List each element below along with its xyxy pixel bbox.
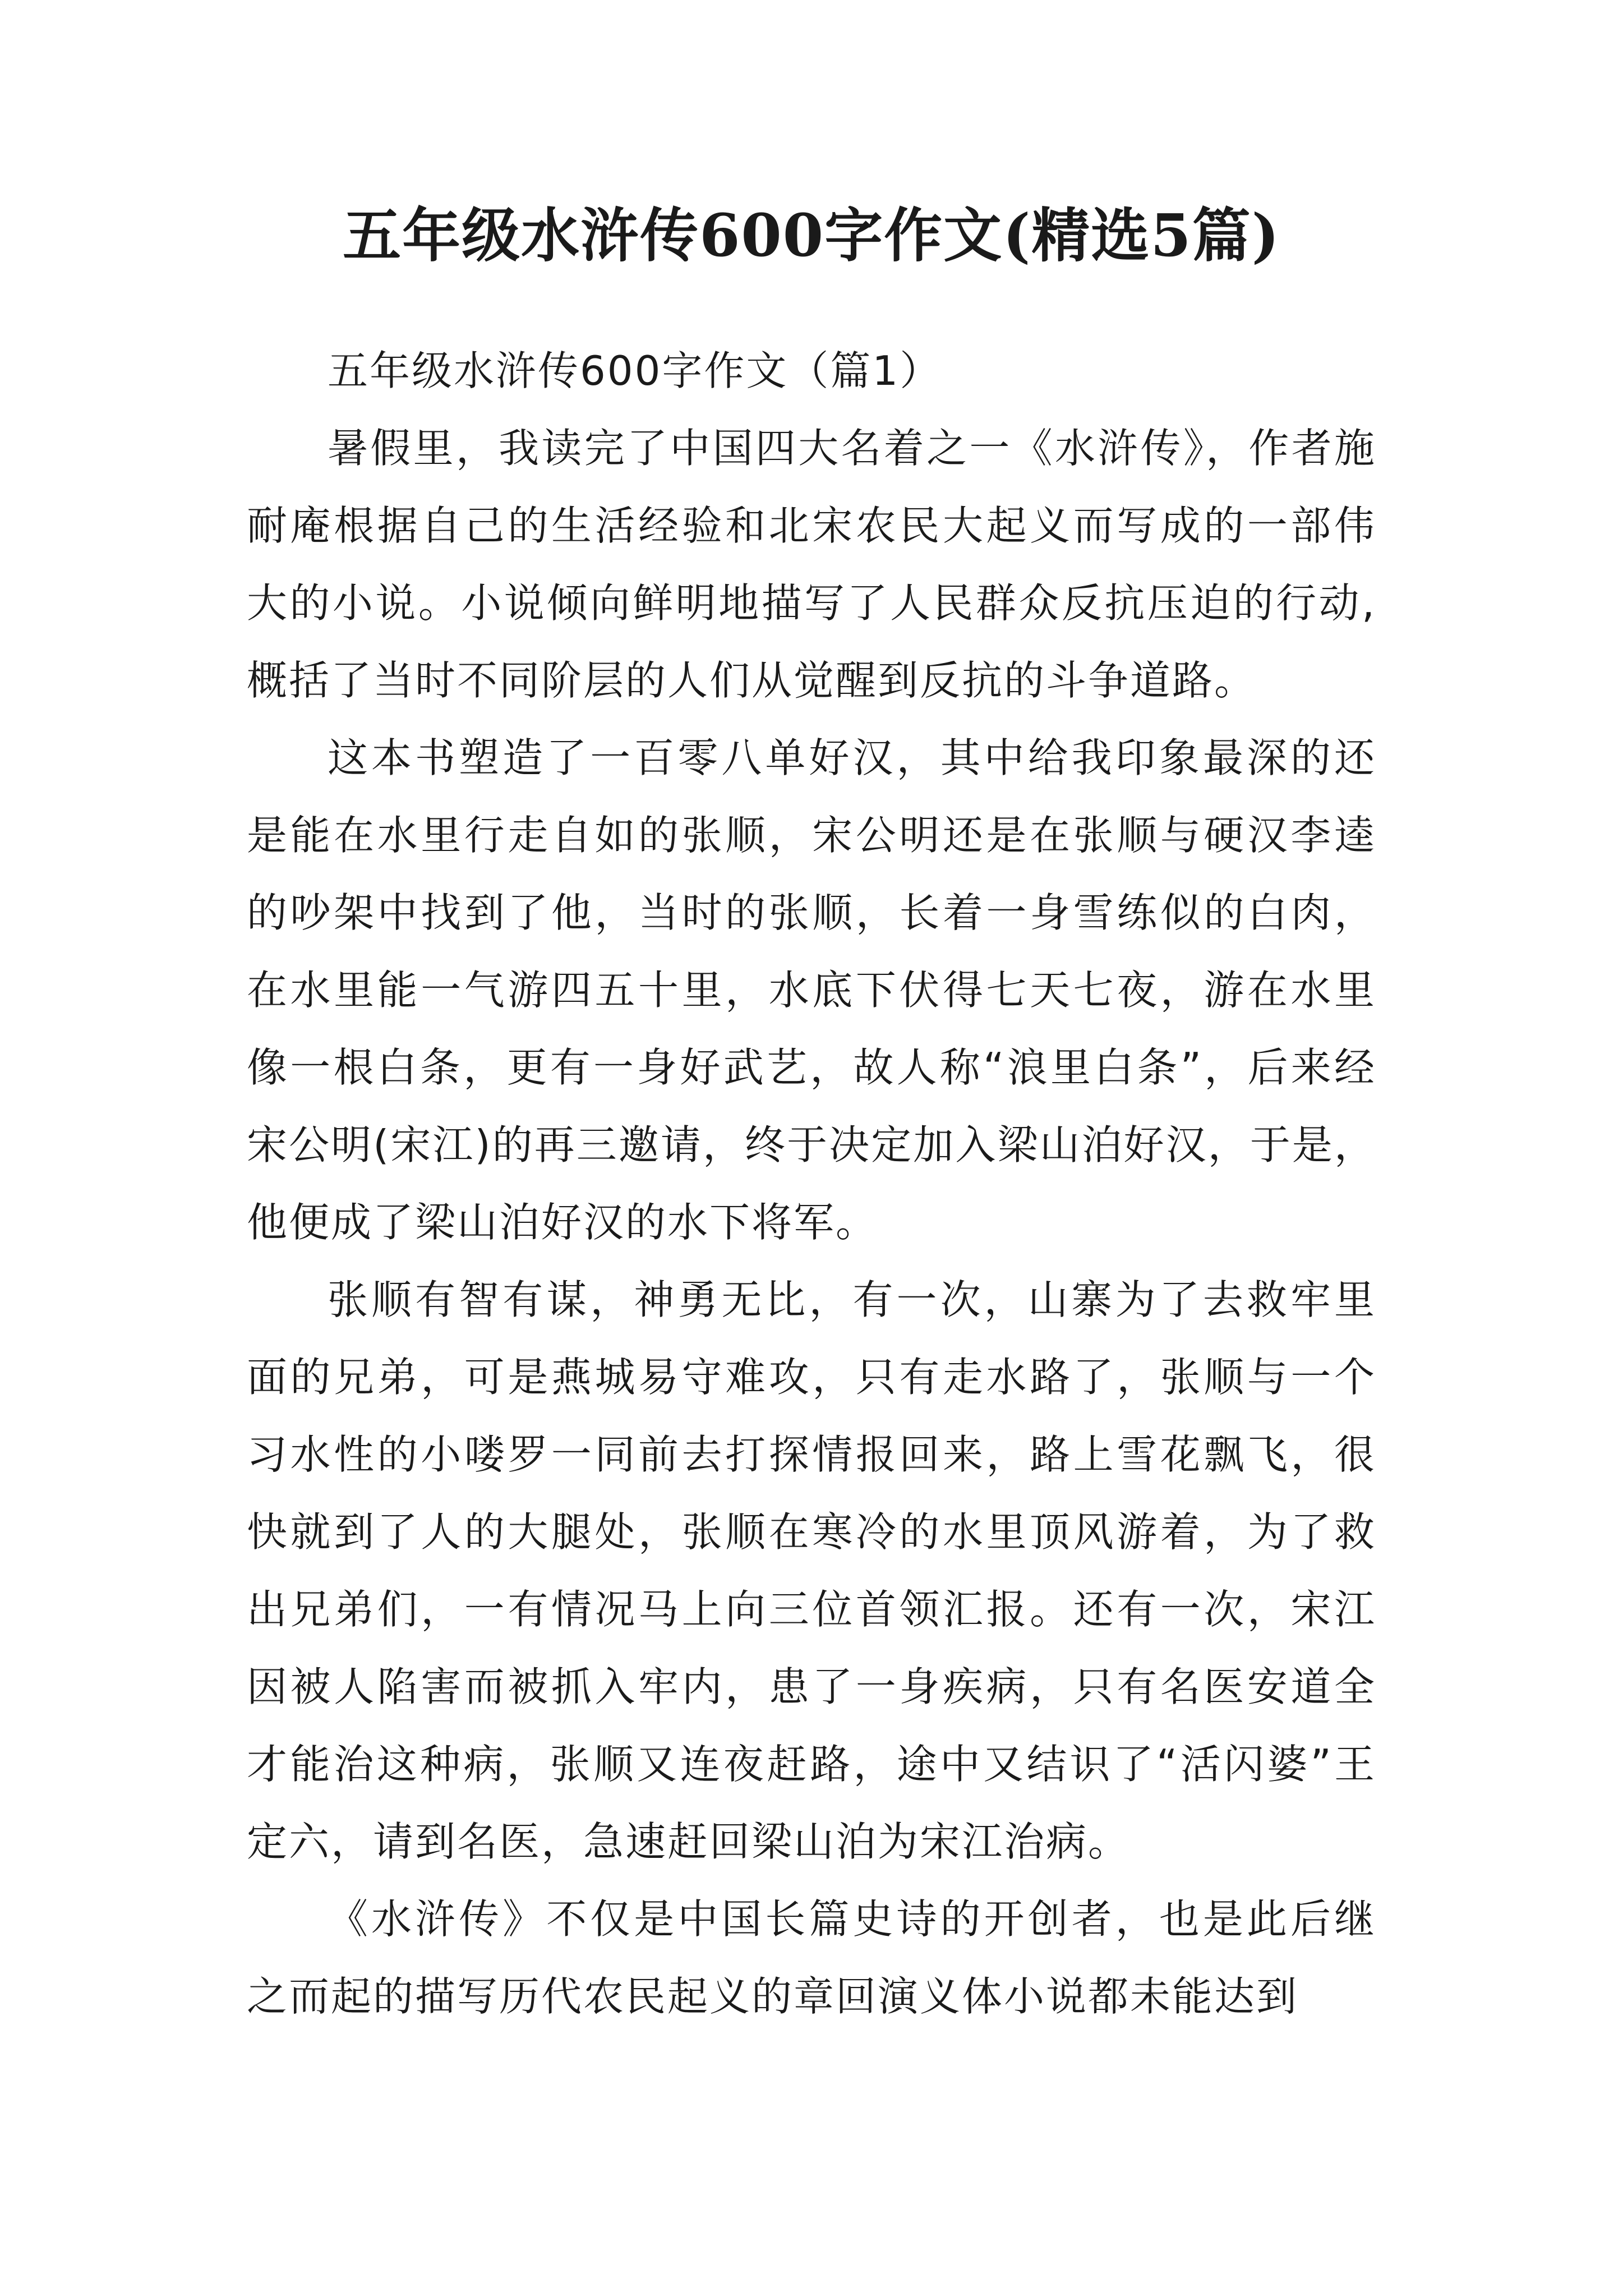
paragraph-2: 这本书塑造了一百零八单好汉，其中给我印象最深的还是能在水里行走自如的张顺，宋公明还是在张顺与硬汉李逵的吵架中找到了他，当时的张顺，长着一身雪练似的白肉，在水里能一气游四五十里，水底下伏得七天七夜，游在水里像一根白条，更有一身好武艺，故人称“浪里白条”，后来经宋公明(宋江)的再三邀请，终于决定加入梁山泊好汉，于是，他便成了梁山泊好汉的水下将军。 (247, 734, 1376, 1246)
paragraph-4: 《水浒传》不仅是中国长篇史诗的开创者，也是此后继之而起的描写历代农民起义的章回演义体小说都未能达到 (247, 1895, 1376, 2020)
section-heading: 五年级水浒传600字作文（篇1） (328, 347, 942, 394)
document-body (247, 332, 1376, 2035)
paragraph-1: 暑假里，我读完了中国四大名着之一《水浒传》，作者施耐庵根据自己的生活经验和北宋农民大起义而写成的一部伟大的小说。小说倾向鲜明地描写了人民群众反抗压迫的行动,概括了当时不同阶层的人们从觉醒到反抗的斗争道路。 (247, 425, 1376, 704)
document-title: 五年级水浒传600字作文(精选5篇) (343, 201, 1280, 270)
paragraph-3: 张顺有智有谋，神勇无比，有一次，山寨为了去救牢里面的兄弟，可是燕城易守难攻，只有走水路了，张顺与一个习水性的小喽罗一同前去打探情报回来，路上雪花飘飞，很快就到了人的大腿处，张顺在寒冷的水里顶风游着，为了救出兄弟们，一有情况马上向三位首领汇报。还有一次，宋江因被人陷害而被抓入牢内，患了一身疾病，只有名医安道全才能治这种病，张顺又连夜赶路，途中又结识了“活闪婆”王定六，请到名医，急速赶回梁山泊为宋江治病。 (247, 1276, 1376, 1865)
